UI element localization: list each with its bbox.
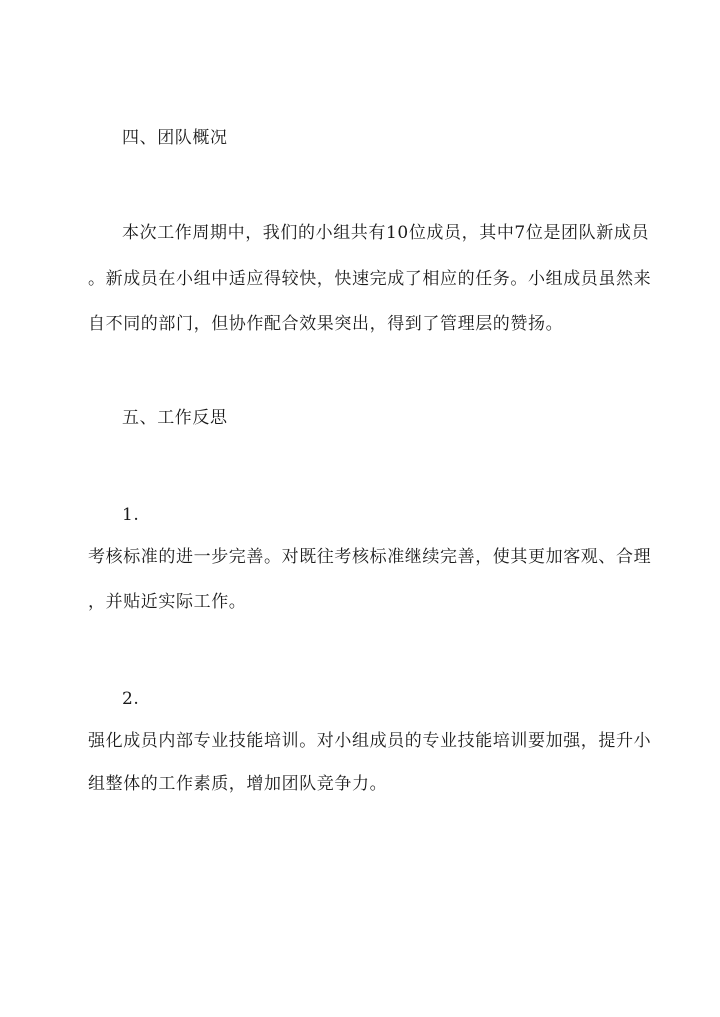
list-item-line: 组整体的工作素质，增加团队竞争力。 (88, 774, 388, 794)
section-heading-team-overview: 四、团队概况 (122, 128, 228, 148)
paragraph-line: 自不同的部门，但协作配合效果突出，得到了管理层的赞扬。 (88, 314, 564, 334)
list-item-number: 2. (122, 689, 140, 709)
list-item-line: ，并贴近实际工作。 (88, 592, 247, 612)
list-item-line: 强化成员内部专业技能培训。对小组成员的专业技能培训要加强，提升小 (88, 731, 652, 751)
paragraph-line: 。新成员在小组中适应得较快，快速完成了相应的任务。小组成员虽然来 (88, 269, 652, 289)
list-item-number: 1. (122, 505, 140, 525)
paragraph-line: 本次工作周期中，我们的小组共有10位成员，其中7位是团队新成员 (122, 223, 650, 243)
section-heading-work-reflection: 五、工作反思 (122, 408, 228, 428)
list-item-line: 考核标准的进一步完善。对既往考核标准继续完善，使其更加客观、合理 (88, 547, 652, 567)
